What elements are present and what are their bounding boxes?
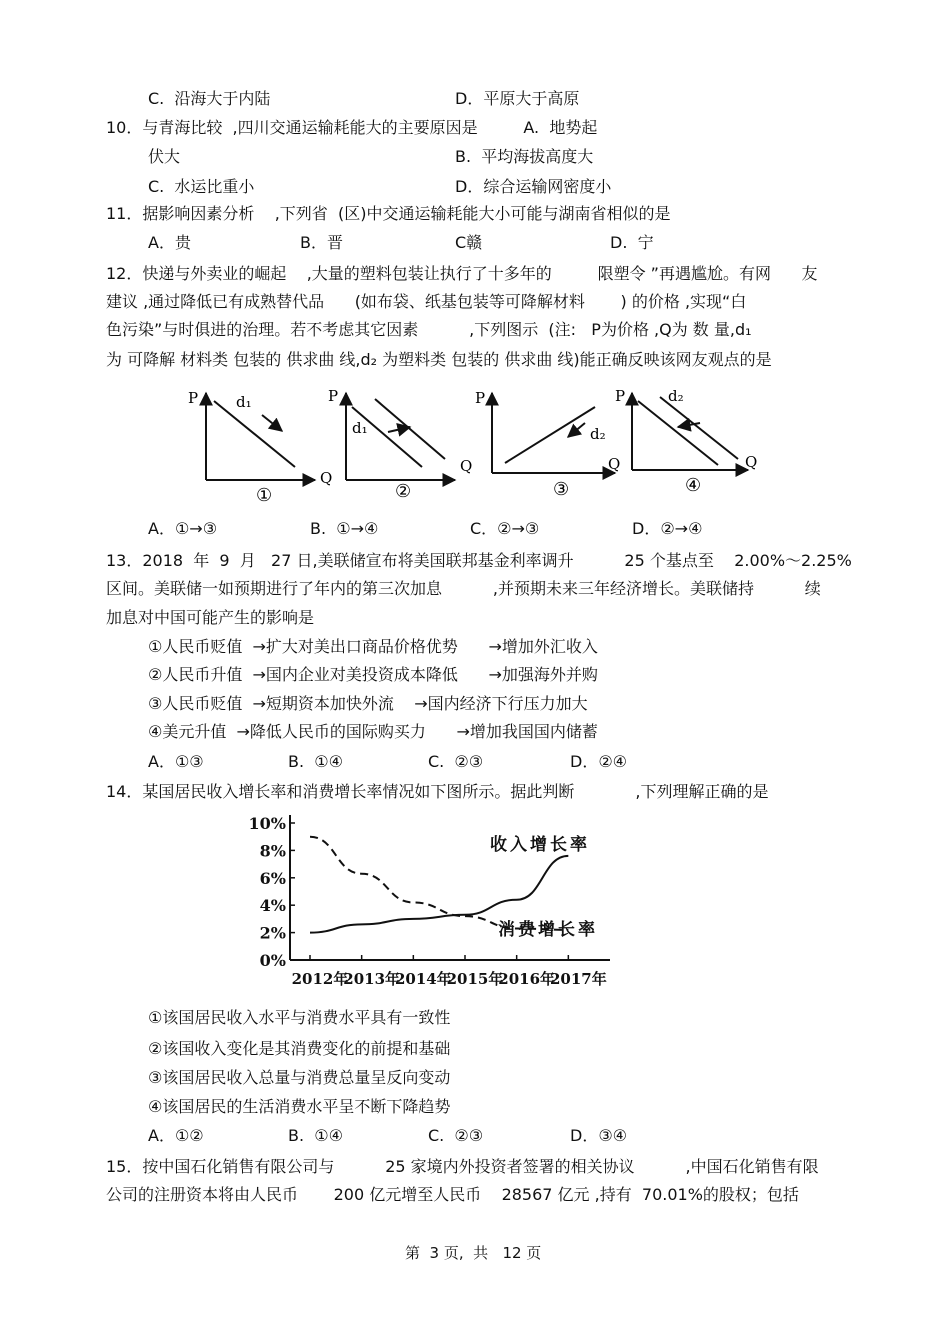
y-tick-label: 10% [248,814,286,833]
q13-option-b: B. ①④ [288,752,343,771]
y-tick-label: 4% [259,896,286,916]
d4-axis-p: P [615,387,626,405]
d1-curve-label: d₁ [236,393,252,411]
q12-supply-demand-diagrams [170,385,770,510]
q14-item-3: ③该国居民收入总量与消费总量呈反向变动 [148,1068,451,1087]
q14-option-a: A．①② [148,1126,204,1145]
q14-stem: 14．某国居民收入增长率和消费增长率情况如下图所示。据此判断 ,下列理解正确的是 [106,782,769,801]
page-footer: 第 3 页, 共 12 页 [405,1244,542,1262]
x-tick-label: 2016年 [498,970,556,988]
q11-stem: 11．据影响因素分析 ,下列省 (区)中交通运输耗能大小可能与湖南省相似的是 [106,204,671,223]
q10-option-b: B. 平均海拔高度大 [455,147,594,166]
q12-stem-line1: 12．快递与外卖业的崛起 ,大量的塑料包装让执行了十多年的 限塑令 ”再遇尴尬。有网 友 [106,264,818,283]
q9-option-c: C. 沿海大于内陆 [148,89,271,108]
d2-curve-label: d₁ [352,419,368,437]
d1-axis-q: Q [320,469,333,487]
q13-item-3: ③人民币贬值 →短期资本加快外流 →国内经济下行压力加大 [148,694,588,713]
q14-growth-rate-chart [240,808,660,993]
q14-item-1: ①该国居民收入水平与消费水平具有一致性 [148,1008,451,1027]
q12-option-d: D．②→④ [632,519,703,538]
d2-axis-q: Q [460,457,473,475]
d4-axis-q: Q [745,453,758,471]
d2-axis-p: P [328,387,339,405]
q9-option-d: D．平原大于高原 [455,89,580,108]
d1-axis-p: P [188,389,199,407]
q13-stem-line2: 区间。美联储一如预期进行了年内的第三次加息 ,并预期未来三年经济增长。美联储持 续 [106,579,821,598]
q12-option-b: B. ①→④ [310,519,379,538]
q11-option-d: D. 宁 [610,233,654,252]
q12-stem-line3: 色污染”与时俱进的治理。若不考虑其它因素 ,下列图示 (注: P为价格 ,Q为 数 量,d₁ [106,320,752,339]
q12-diagram-4 [632,393,748,470]
y-tick-label: 6% [259,868,286,888]
q13-option-c: C. ②③ [428,752,484,771]
y-tick-label: 0% [259,951,286,970]
x-tick-label: 2014年 [394,970,452,988]
q15-stem-line1: 15．按中国石化销售有限公司与 25 家境内外投资者签署的相关协议 ,中国石化销售有限 [106,1157,819,1176]
y-tick-label: 2% [259,923,286,943]
q14-option-c: C. ②③ [428,1126,484,1145]
q11-option-c: C赣 [455,233,483,252]
q10-option-a-cont: 伏大 [148,147,181,166]
d4-number: ④ [685,475,702,496]
income-series-label: 收入增长率 [490,835,590,855]
q14-item-2: ②该国收入变化是其消费变化的前提和基础 [148,1039,451,1058]
q13-option-d: D．②④ [570,752,628,771]
d3-number: ③ [553,479,570,500]
d4-curve-label: d₂ [668,387,684,405]
q14-option-b: B. ①④ [288,1126,343,1145]
x-tick-label: 2012年 [291,970,349,988]
q13-item-1: ①人民币贬值 →扩大对美出口商品价格优势 →增加外汇收入 [148,637,598,656]
q11-option-b: B．晋 [300,233,343,252]
x-tick-label: 2017年 [549,970,607,988]
d3-curve-label: d₂ [590,425,606,443]
x-tick-label: 2015年 [446,970,504,988]
x-tick-label: 2013年 [343,970,401,988]
consumption-series-label: 消费增长率 [498,920,598,940]
q12-option-a: A．①→③ [148,519,218,538]
q10-option-d: D．综合运输网密度小 [455,177,612,196]
d3-axis-p: P [475,389,486,407]
q13-stem-line1: 13．2018 年 9 月 27 日,美联储宣布将美国联邦基金利率调升 25 个基点至 2.00%～2.25% [106,551,852,570]
y-tick-label: 8% [259,841,286,861]
d2-number: ② [395,481,412,502]
q10-option-c: C. 水运比重小 [148,177,255,196]
q15-stem-line2: 公司的注册资本将由人民币 200 亿元增至人民币 28567 亿元 ,持有 70.01%的股权；包括 [106,1185,799,1204]
q12-diagram-1 [206,393,315,480]
q12-option-c: C．②→③ [470,519,540,538]
q11-option-a: A．贵 [148,233,191,252]
q14-item-4: ④该国居民的生活消费水平呈不断下降趋势 [148,1097,451,1116]
d3-axis-q: Q [608,455,621,473]
q13-item-2: ②人民币升值 →国内企业对美投资成本降低 →加强海外并购 [148,665,598,684]
q12-stem-line4: 为 可降解 材料类 包装的 供求曲 线,d₂ 为塑料类 包装的 供求曲 线)能正确反映该网友观点的是 [106,350,772,369]
q14-option-d: D．③④ [570,1126,628,1145]
d1-number: ① [256,485,273,506]
q13-stem-line3: 加息对中国可能产生的影响是 [106,608,315,627]
q13-item-4: ④美元升值 →降低人民币的国际购买力 →增加我国国内储蓄 [148,722,598,741]
q12-stem-line2: 建议 ,通过降低已有成熟替代品 (如布袋、纸基包装等可降解材料 ) 的价格 ,实现“白 [106,292,747,311]
q13-option-a: A．①③ [148,752,204,771]
q10-stem: 10．与青海比较 ,四川交通运输耗能大的主要原因是 A. 地势起 [106,118,598,137]
